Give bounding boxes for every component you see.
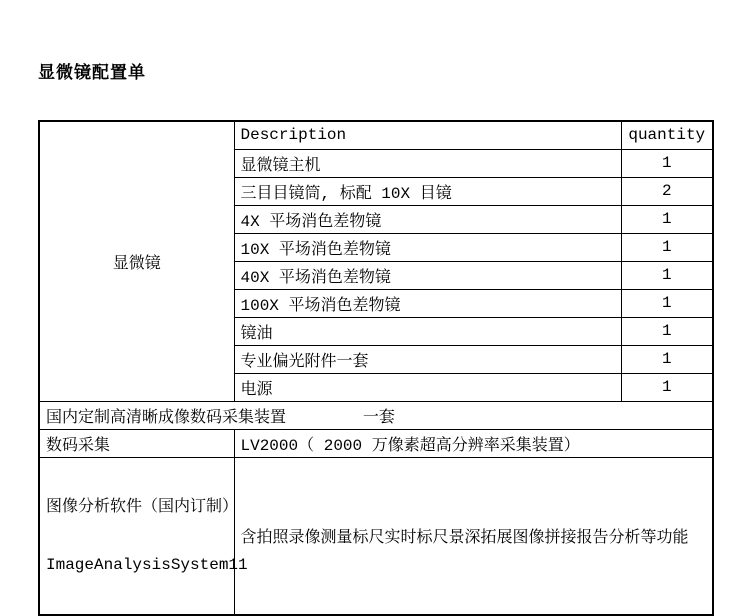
quantity-cell: 1 (621, 345, 713, 373)
quantity-cell: 2 (621, 177, 713, 205)
quantity-cell: 1 (621, 373, 713, 401)
software-value-cell: 含拍照录像测量标尺实时标尺景深拓展图像拼接报告分析等功能 (234, 457, 713, 615)
description-cell: 4X 平场消色差物镜 (234, 205, 621, 233)
software-row (39, 457, 713, 615)
digital-capture-value-cell: LV2000（ 2000 万像素超高分辨率采集装置） (234, 429, 713, 457)
quantity-cell: 1 (621, 205, 713, 233)
quantity-cell: 1 (621, 233, 713, 261)
quantity-cell: 1 (621, 317, 713, 345)
description-cell: 镜油 (234, 317, 621, 345)
description-cell: 100X 平场消色差物镜 (234, 289, 621, 317)
software-label-cell (39, 457, 248, 615)
custom-device-cell: 国内定制高清晰成像数码采集装置 一套 (39, 401, 713, 429)
page-title: 显微镜配置单 (38, 65, 146, 84)
quantity-cell: 1 (621, 289, 713, 317)
group-cell-microscope: 显微镜 (39, 121, 234, 401)
software-label-line1: 图像分析软件（国内订制） (46, 497, 239, 516)
digital-capture-label-cell: 数码采集 (39, 429, 234, 457)
description-cell: 显微镜主机 (234, 149, 621, 177)
quantity-cell: 1 (621, 261, 713, 289)
quantity-cell: 1 (621, 149, 713, 177)
description-cell: 40X 平场消色差物镜 (234, 261, 621, 289)
description-cell: 专业偏光附件一套 (234, 345, 621, 373)
custom-device-row (39, 401, 713, 429)
header-quantity: quantity (621, 121, 713, 149)
software-label-line2: ImageAnalysisSystem11 (46, 555, 248, 574)
header-description: Description (234, 121, 621, 149)
digital-capture-row (39, 429, 713, 457)
table-header-row (39, 121, 713, 149)
description-cell: 电源 (234, 373, 621, 401)
microscope-config-table (38, 120, 714, 616)
description-cell: 三目目镜筒, 标配 10X 目镜 (234, 177, 621, 205)
description-cell: 10X 平场消色差物镜 (234, 233, 621, 261)
